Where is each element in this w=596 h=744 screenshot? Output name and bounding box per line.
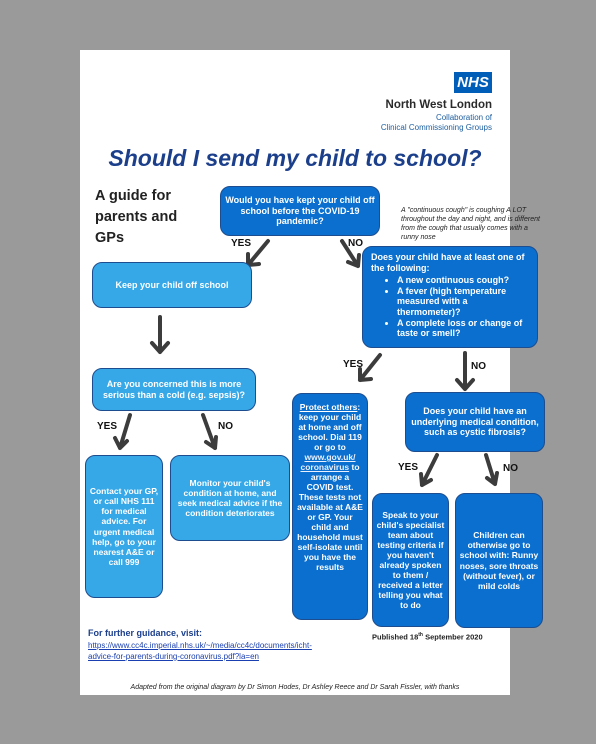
symptoms-question-box [362,246,538,348]
protect-others-heading: Protect others [299,402,358,412]
symptoms-list [371,275,529,339]
symptom-taste-smell: • A complete loss or change of taste or smell? [397,318,529,339]
arrow-keep-down [152,317,168,352]
further-guidance-label: For further guidance, visit: [88,628,203,638]
protect-others-box [292,393,368,620]
symptoms-question: Does your child have at least one of the following: [371,252,525,273]
can-go-to-school-box: Children can otherwise go to school with: Runny noses, sore throats (without fever), or mild colds [455,493,543,628]
q1-no-label: NO [348,238,363,249]
guide-line2: parents and [95,209,178,226]
symptom-fever: • A fever (high temperature measured with a thermometer)? [397,286,529,318]
concern-no-label: NO [218,421,233,432]
page-title: Should I send my child to school? [108,145,482,171]
keep-off-school-box: Keep your child off school [92,262,252,308]
underlying-yes-label: YES [398,462,419,473]
q1-yes-label: YES [231,238,252,249]
underlying-condition-box: Does your child have an underlying medical condition, such as cystic fibrosis? [405,392,545,452]
guide-line1: A guide for [95,188,171,204]
concern-yes-label: YES [97,421,118,432]
arrow-under-no [486,455,497,484]
question-kept-off-school: Would you have kept your child off school before the COVID-19 pandemic? [220,186,380,236]
guidance-url[interactable] [88,641,312,663]
symptoms-yes-label: YES [343,359,364,370]
arrow-concern-yes [115,415,130,448]
published-sup: th [418,632,423,638]
guide-line3: GPs [95,230,125,247]
poster-page [80,50,540,695]
credit-line: Adapted from the original diagram by Dr Simon Hodes, Dr Ashley Reece and Dr Sarah Fissler, with thanks [130,684,460,691]
specialist-team-box: Speak to your child's specialist team about testing criteria if you haven't already spoken to them / received a letter telling you what to do [372,493,449,627]
gov-coronavirus-link[interactable]: www.gov.uk/ coronavirus [300,452,356,473]
concerned-serious-box: Are you concerned this is more serious than a cold (e.g. sepsis)? [92,368,256,411]
underlying-no-label: NO [503,463,518,474]
protect-others-text1: : keep your child at home and off school. Dial 119 or go to [298,402,362,453]
published-label: Published 18 [372,632,419,642]
nhs-logo: NHS [454,72,492,93]
published-rest: September 2020 [423,632,483,642]
monitor-at-home-box: Monitor your child's condition at home, and seek medical advice if the condition deteriorates [170,455,290,541]
symptom-cough: • A new continuous cough? [397,275,529,286]
arrow-under-yes [421,455,437,485]
org-name: North West London [385,99,492,111]
contact-gp-box: Contact your GP, or call NHS 111 for medical advice. For urgent medical help, go to your nearest A&E or call 999 [85,455,163,598]
continuous-cough-note: A "continuous cough" is coughing A LOT throughout the day and night, and is different from the cough that usually comes with a runny nose [401,207,540,242]
published-date [372,632,483,642]
guidance-url-line2[interactable]: advice-for-parents-during-coronavirus.pdf?la=en [88,651,259,661]
protect-others-text2: to arrange a COVID test. These tests not available at A&E or GP. Your child and household must self-isolate until you have the results [297,462,363,573]
symptoms-no-label: NO [471,361,486,372]
guidance-url-line1[interactable]: https://www.cc4c.imperial.nhs.uk/~/media/cc4c/documents/icht- [88,641,312,650]
arrow-concern-no [203,415,216,448]
org-subtitle-line1: Collaboration of [435,113,492,122]
org-subtitle-line2: Clinical Commissioning Groups [380,122,492,132]
